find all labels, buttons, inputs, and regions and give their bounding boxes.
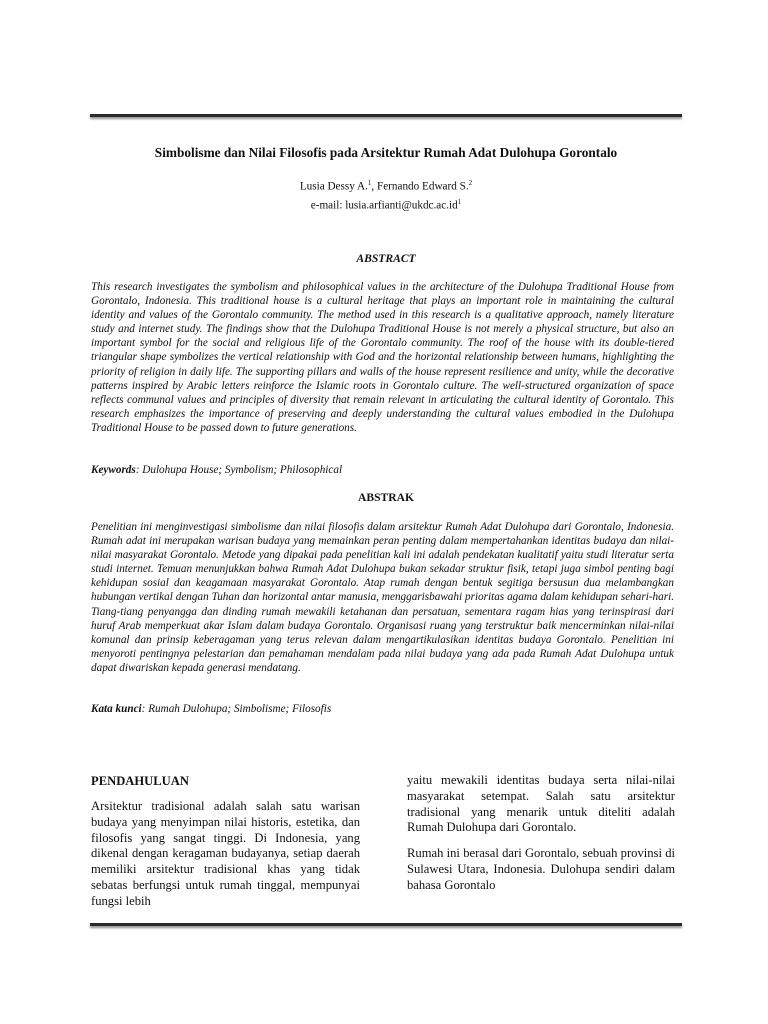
kata-kunci-line (91, 702, 674, 716)
header-rule (90, 114, 682, 117)
body-column-left (91, 773, 360, 920)
email-affiliation-mark: 1 (457, 197, 462, 206)
body-paragraph: Arsitektur tradisional adalah salah satu warisan budaya yang menyimpan nilai historis, estetika, dan filosofis yang sangat tinggi. Di Indonesia, yang dikenal dengan keragaman budayanya, setiap daerah memiliki arsitektur tradisional khas yang tidak sebatas berfungsi untuk rumah tinggal, mempunyai fungsi lebih (91, 799, 360, 908)
kata-kunci-label: Kata kunci (91, 703, 142, 715)
email-address: lusia.arfianti@ukdc.ac.id (345, 199, 458, 212)
keywords-line (91, 463, 674, 477)
keywords-label: Keywords (91, 464, 136, 476)
paper-title: Simbolisme dan Nilai Filosofis pada Arsitektur Rumah Adat Dulohupa Gorontalo (154, 145, 618, 160)
author-name: Lusia Dessy A. (299, 180, 368, 193)
author-separator: , (371, 180, 377, 193)
footer-rule (90, 923, 682, 926)
section-heading-pendahuluan: PENDAHULUAN (91, 774, 189, 788)
kata-kunci-list: : Rumah Dulohupa; Simbolisme; Filosofis (141, 703, 332, 715)
email-label: e-mail: (310, 199, 346, 212)
author-affiliation-mark: 2 (468, 179, 473, 187)
abstrak-text: Penelitian ini menginvestigasi simbolisme dan nilai filosofis dalam arsitektur Rumah Adat Dulohupa dari Gorontalo, Indonesia. Rumah adat ini merupakan warisan budaya yang memainkan peran penting dalam mempertahankan identitas budaya dan nilai-nilai masyarakat Gorontalo. Metode yang dipakai pada penelitian kali ini adalah pendekatan kualitatif yaitu studi literatur serta studi internet. Temuan menunjukkan bahwa Rumah Adat Dulohupa bukan sekadar struktur fisik, tetapi juga simbol penting bagi kehidupan sosial dan keagamaan masyarakat Gorontalo. Atap rumah dengan bentuk segitiga bersusun dua melambangkan hubungan vertikal dengan Tuhan dan horizontal antar manusia, menggarisbawahi prioritas agama dalam kehidupan sehari-hari. Tiang-tiang penyangga dan dinding rumah mewakili ketahanan dan persatuan, sementara ragam hias yang terinspirasi dari huruf Arab memperkuat akar Islam dalam budaya Gorontalo. Organisasi ruang yang terstruktur baik mencerminkan nilai-nilai komunal dan prinsip keberagaman yang terus relevan dalam mengartikulasikan identitas budaya Gorontalo. Penelitian ini menyoroti pentingnya pelestarian dan pemahaman mendalam pada nilai budaya yang ada pada Rumah Adat Dulohupa untuk dapat diwariskan kepada generasi mendatang. (91, 521, 674, 674)
keywords-list: : Dulohupa House; Symbolism; Philosophical (135, 464, 343, 476)
abstract-heading: ABSTRACT (356, 252, 416, 265)
author-name: Fernando Edward S. (376, 180, 469, 193)
body-paragraph: yaitu mewakili identitas budaya serta nilai-nilai masyarakat setempat. Salah satu arsitektur tradisional yang menarik untuk diteliti adalah Rumah Dulohupa dari Gorontalo. (407, 773, 675, 835)
body-column-right (407, 773, 675, 904)
email-line (90, 195, 682, 214)
abstrak-heading: ABSTRAK (357, 491, 415, 504)
author-affiliation-mark: 1 (367, 179, 372, 187)
author-line (90, 176, 682, 195)
body-paragraph: Rumah ini berasal dari Gorontalo, sebuah provinsi di Sulawesi Utara, Indonesia. Dulohupa sendiri dalam bahasa Gorontalo (407, 846, 675, 892)
abstract-text: This research investigates the symbolism and philosophical values in the architecture of the Dulohupa Traditional House from Gorontalo, Indonesia. This traditional house is a cultural heritage that plays an important role in maintaining the cultural identity and values of the Gorontalo community. The method used in this research is a qualitative approach, namely literature study and internet study. The findings show that the Dulohupa Traditional House is not merely a physical structure, but also an important symbol for the social and religious life of the Gorontalo community. The roof of the house with its double-tiered triangular shape symbolizes the vertical relationship with God and the horizontal relationship between humans, highlighting the priority of religion in daily life. The supporting pillars and walls of the house represent resilience and unity, while the decorative patterns inspired by Arabic letters reinforce the Islamic roots in Gorontalo culture. The well-structured organization of space reflects communal values and principles of diversity that remain relevant in articulating the cultural identity of Gorontalo. This research emphasizes the importance of preserving and deeply understanding the cultural values embodied in the Dulohupa Traditional House to be passed down to future generations. (91, 281, 674, 434)
author-block (90, 176, 682, 213)
